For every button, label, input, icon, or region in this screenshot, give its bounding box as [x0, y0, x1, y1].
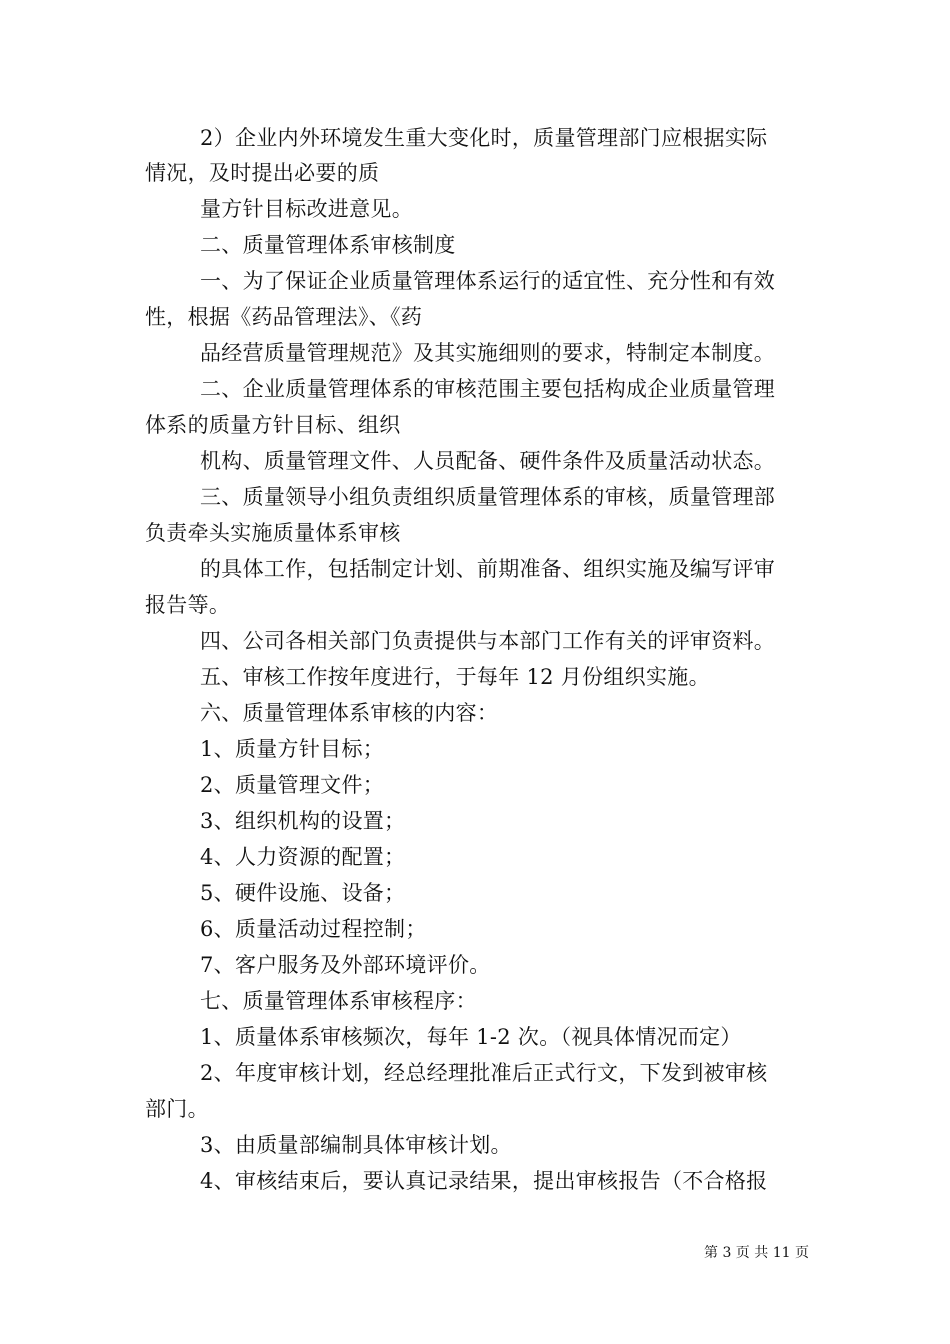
list-item: 2、年度审核计划，经总经理批准后正式行文，下发到被审核 — [200, 1061, 768, 1085]
paragraph-line: 七、质量管理体系审核程序： — [200, 989, 477, 1013]
paragraph-line: 的具体工作，包括制定计划、前期准备、组织实施及编写评审 — [200, 557, 776, 581]
paragraph-line: 一、为了保证企业质量管理体系运行的适宜性、充分性和有效 — [200, 269, 776, 293]
paragraph-line: 机构、质量管理文件、人员配备、硬件条件及质量活动状态。 — [200, 449, 776, 473]
paragraph-line: 2）企业内外环境发生重大变化时，质量管理部门应根据实际 — [200, 126, 768, 150]
paragraph-line: 六、质量管理体系审核的内容： — [200, 701, 499, 725]
list-item: 7、客户服务及外部环境评价。 — [200, 953, 491, 977]
list-item: 6、质量活动过程控制； — [200, 917, 427, 941]
list-item: 5、硬件设施、设备； — [200, 881, 406, 905]
paragraph-line: 部门。 — [145, 1097, 209, 1121]
list-item: 1、质量方针目标； — [200, 737, 385, 761]
paragraph-line: 性，根据《药品管理法》、《药 — [145, 305, 423, 329]
list-item: 3、组织机构的设置； — [200, 809, 406, 833]
paragraph-line: 三、质量领导小组负责组织质量管理体系的审核，质量管理部 — [200, 485, 776, 509]
paragraph-line: 量方针目标改进意见。 — [200, 197, 413, 221]
paragraph-line: 体系的质量方针目标、组织 — [145, 413, 401, 437]
section-heading: 二、质量管理体系审核制度 — [200, 233, 456, 257]
page-number-footer: 第 3 页 共 11 页 — [704, 1245, 809, 1261]
paragraph-line: 情况，及时提出必要的质 — [145, 161, 380, 185]
paragraph-line: 四、公司各相关部门负责提供与本部门工作有关的评审资料。 — [200, 629, 776, 653]
list-item: 1、质量体系审核频次，每年 1-2 次。（视具体情况而定） — [200, 1025, 742, 1049]
paragraph-line: 五、审核工作按年度进行，于每年 12 月份组织实施。 — [200, 665, 710, 689]
list-item: 4、审核结束后，要认真记录结果，提出审核报告（不合格报 — [200, 1169, 768, 1193]
list-item: 3、由质量部编制具体审核计划。 — [200, 1133, 512, 1157]
paragraph-line: 报告等。 — [145, 593, 231, 617]
list-item: 4、人力资源的配置； — [200, 845, 406, 869]
list-item: 2、质量管理文件； — [200, 773, 385, 797]
paragraph-line: 二、企业质量管理体系的审核范围主要包括构成企业质量管理 — [200, 377, 776, 401]
paragraph-line: 负责牵头实施质量体系审核 — [145, 521, 401, 545]
paragraph-line: 品经营质量管理规范》及其实施细则的要求，特制定本制度。 — [200, 341, 776, 365]
